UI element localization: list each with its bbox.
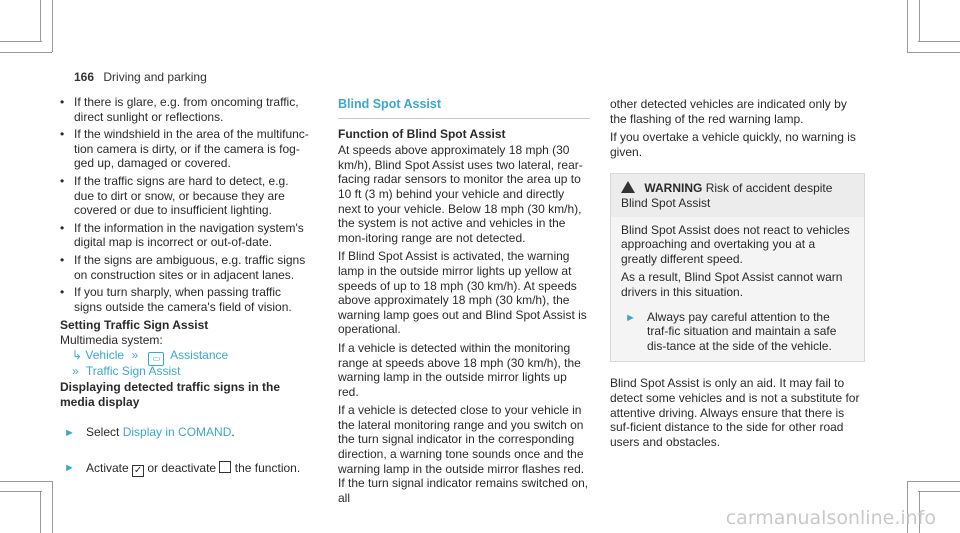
crop-mark: [0, 481, 52, 482]
paragraph: If a vehicle is detected within the monitoring range at speeds above 18 mph (30 km/h), the warning lamp in the outside mirror lights up red.: [338, 340, 581, 399]
crop-mark: [0, 52, 52, 53]
list-item: • If the information in the navigation system's digital map is incorrect or out-of-date.: [60, 220, 304, 250]
crop-mark: [907, 481, 960, 482]
car-icon: ▭: [148, 352, 164, 366]
double-chevron-icon: »: [72, 363, 79, 378]
crop-mark: [918, 491, 960, 492]
crop-mark: [907, 52, 960, 53]
function-heading: Function of Blind Spot Assist: [338, 126, 506, 141]
list-item: • If the traffic signs are hard to detect, e.g. due to dirt or snow, or because they are covered or due to insufficient lighting.: [60, 173, 289, 218]
column-middle: [338, 97, 590, 509]
crop-mark: [0, 491, 42, 492]
paragraph: Blind Spot Assist does not react to vehicles approaching and overtaking you at a greatly different speed.: [621, 222, 850, 266]
warning-triangle-icon: [621, 181, 635, 193]
page-header: [74, 70, 207, 84]
condition-list: [60, 95, 310, 314]
menu-path: [60, 348, 310, 364]
warning-header: [611, 174, 864, 216]
page-number: 166: [74, 70, 95, 84]
crop-mark: [918, 41, 960, 42]
crop-mark: [40, 491, 41, 533]
column-right: [610, 97, 865, 453]
step-arrow-icon: ►: [625, 311, 636, 324]
list-item: • If you turn sharply, when passing traffic signs outside the camera's field of vision.: [60, 285, 292, 314]
crop-mark: [52, 0, 53, 52]
path-vehicle[interactable]: Vehicle: [85, 347, 125, 362]
paragraph: If Blind Spot Assist is activated, the warning lamp in the outside mirror lights up yellow at speeds of up to 18 mph (30 km/h). At speeds above approximately 18 mph (30 km/h), the warning lamp goes out and Blind Spot Assist is operational.: [338, 249, 587, 337]
system-label: Multimedia system:: [60, 332, 163, 347]
step-arrow-icon: ►: [64, 461, 75, 474]
warning-box: [610, 173, 865, 362]
list-item: • If there is glare, e.g. from oncoming traffic, direct sunlight or reflections.: [60, 95, 299, 124]
watermark: carmanualsonline.info: [725, 507, 936, 529]
warning-label: WARNING: [644, 181, 703, 196]
crop-mark: [52, 481, 53, 533]
list-item: • If the windshield in the area of the multifunc-tion camera is dirty, or if the camera is fog-ged up, damaged or covered.: [60, 127, 309, 171]
section-title: Blind Spot Assist: [338, 97, 442, 111]
paragraph: If you overtake a vehicle quickly, no warning is given.: [610, 130, 856, 159]
paragraph: other detected vehicles are indicated only by the flashing of the red warning lamp.: [610, 97, 847, 126]
display-heading: Displaying detected traffic signs in the media display: [60, 380, 281, 409]
path-traffic-sign-assist[interactable]: Traffic Sign Assist: [85, 363, 181, 378]
chapter-title: Driving and parking: [103, 70, 207, 84]
section-divider: [338, 118, 590, 119]
return-arrow-icon: ↳: [72, 347, 83, 362]
warning-body: [611, 217, 864, 362]
step-select: ► Select Display in COMAND.: [64, 425, 235, 440]
display-in-comand-link[interactable]: Display in COMAND: [122, 425, 232, 440]
list-item: • If the signs are ambiguous, e.g. traffic signs on construction sites or in adjacent lanes.: [60, 252, 306, 282]
paragraph: At speeds above approximately 18 mph (30 km/h), Blind Spot Assist uses two lateral, rear-facing radar sensors to monitor the area up to 10 ft (3 m) behind your vehicle and directly next to your vehicle. Below 18 mph (30 km/h), the system is not active and vehicles in the mon-itoring range are not detected.: [338, 143, 583, 245]
checkbox-empty-icon: [219, 461, 231, 473]
step-arrow-icon: ►: [64, 427, 75, 440]
crop-mark: [0, 41, 42, 42]
double-chevron-icon: »: [131, 347, 139, 362]
paragraph: Blind Spot Assist is only an aid. It may fail to detect some vehicles and is not a substitute for attentive driving. Always ensure that there is suf-ficient distance to the side for other road users and obstacles.: [610, 376, 860, 449]
column-left: [60, 95, 310, 476]
checkbox-checked-icon: ✓: [133, 464, 143, 476]
path-assistance[interactable]: Assistance: [170, 347, 229, 362]
paragraph: If a vehicle is detected close to your vehicle in the lateral monitoring range and you switch on the turn signal indicator in the corresponding direction, a warning tone sounds once and the warning lamp in the outside mirror flashes red. If the turn signal indicator remains switched on, all: [338, 403, 589, 505]
warning-step: ► Always pay careful attention to the traf-fic situation and maintain a safe dis-tance at the side of the vehicle.: [625, 309, 837, 353]
crop-mark: [907, 0, 908, 52]
step-activate: ► Activate ✓ or deactivate the function.: [64, 460, 301, 476]
setting-heading: Setting Traffic Sign Assist: [60, 318, 209, 333]
menu-path-2: [60, 364, 310, 379]
crop-mark: [919, 0, 920, 42]
crop-mark: [40, 0, 41, 42]
warning-title: Risk of accident despite Blind Spot Assist: [621, 181, 833, 210]
paragraph: As a result, Blind Spot Assist cannot warn drivers in this situation.: [621, 270, 843, 299]
